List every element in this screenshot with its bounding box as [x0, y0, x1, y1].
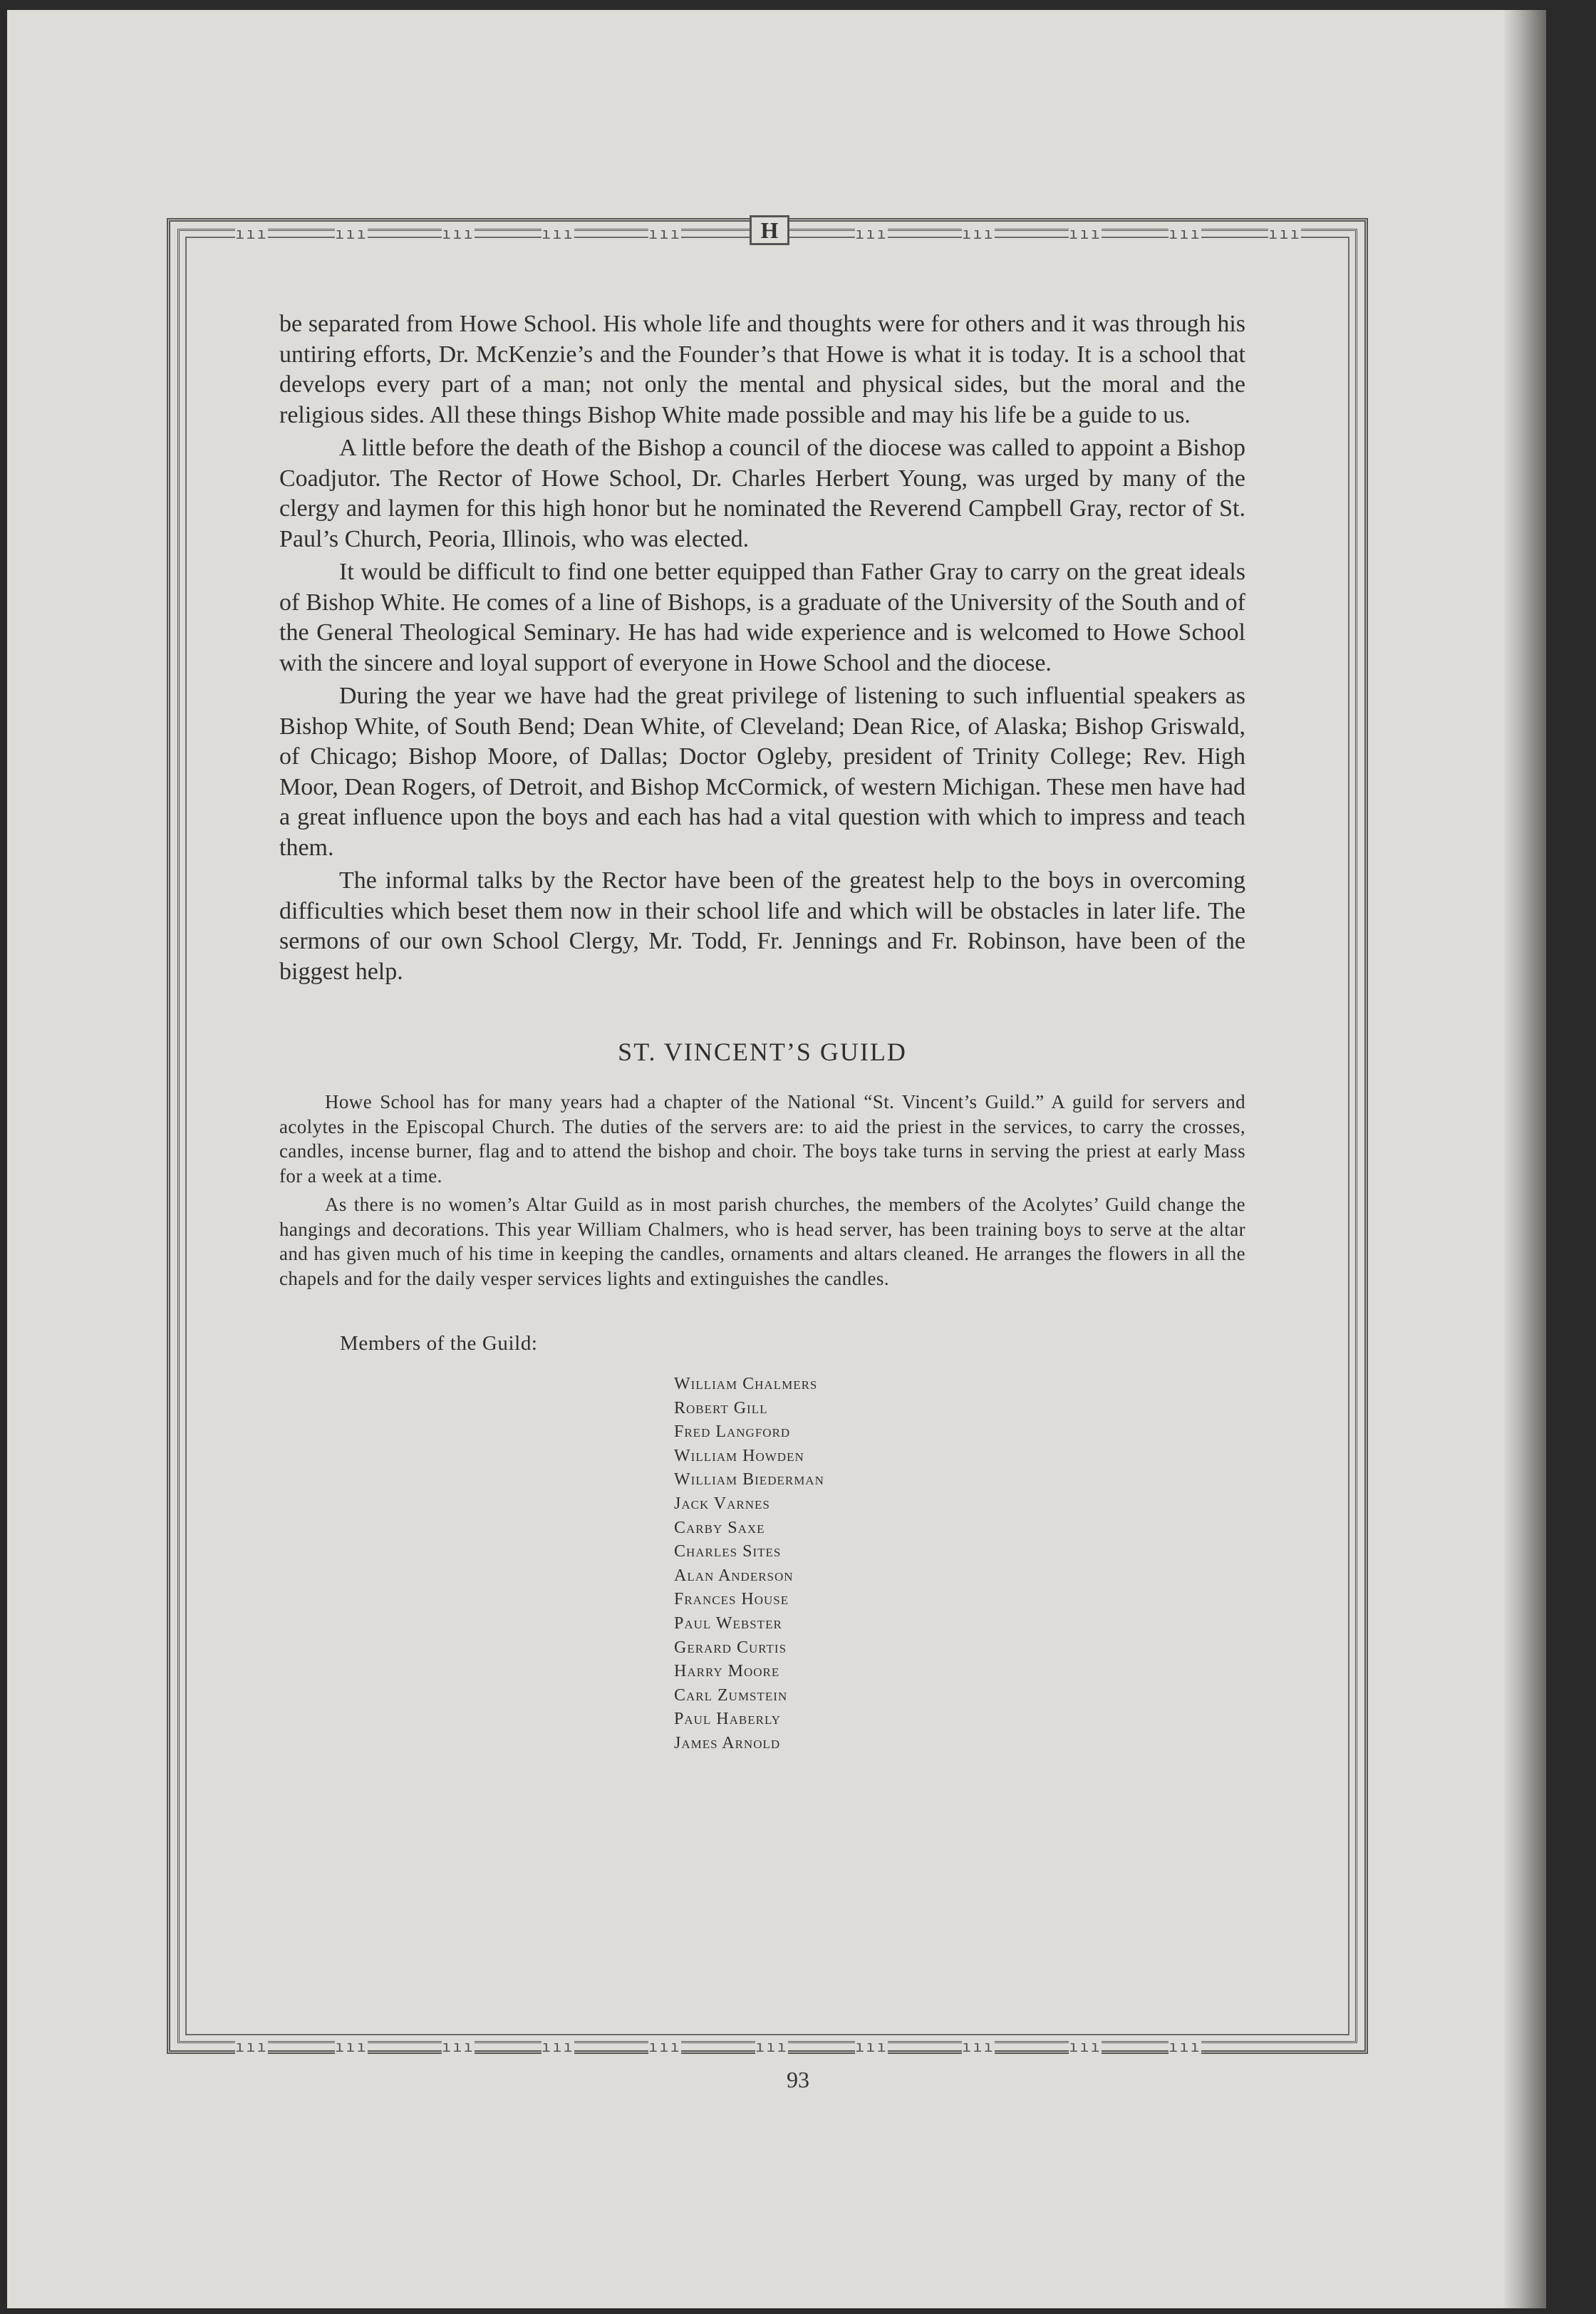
border-ornament: ııı	[855, 225, 888, 243]
body-paragraph: The informal talks by the Rector have been of the greatest help to the boys in overcoming difficulties which beset them now in their school life and which will be obstacles in later life. The sermons of our own School Clergy, Mr. Todd, Fr. Jennings and Fr. Robinson, have been of the biggest help.	[279, 867, 1245, 985]
emblem-letter: H	[760, 217, 779, 243]
border-ornament: ııı	[1168, 225, 1201, 243]
body-text	[279, 309, 1245, 987]
guild-paragraph: As there is no women’s Altar Guild as in most parish churches, the members of the Acolytes’ Guild change the hangings and decorations. This year William Chalmers, who is head server, has been training boys to serve at the altar and has given much of his time in keeping the candles, ornaments and altars cleaned. He arranges the flowers in all the chapels and for the daily vesper services lights and extinguishes the candles.	[279, 1194, 1245, 1289]
border-ornament: ııı	[755, 2038, 788, 2056]
member-name: Harry Moore	[674, 1662, 780, 1681]
guild-paragraph: Howe School has for many years had a chapter of the National “St. Vincent’s Guild.” A guild for servers and acolytes in the Episcopal Church. The duties of the servers are: to aid the priest in the services, to carry the crosses, candles, incense burner, flag and to attend the bishop and choir. The boys take turns in serving the priest at early Mass for a week at a time.	[279, 1091, 1245, 1187]
member-name: James Arnold	[674, 1733, 781, 1752]
border-ornament: ııı	[1069, 225, 1102, 243]
border-ornament: ııı	[542, 2038, 574, 2056]
body-paragraph: It would be difficult to find one better equipped than Father Gray to carry on the great ideals of Bishop White. He comes of a line of Bishops, is a graduate of the University of the South and of the General Theological Seminary. He has had wide experience and is welcomed to Howe School with the sincere and loyal support of everyone in Howe School and the diocese.	[279, 559, 1245, 676]
member-name: Frances House	[674, 1590, 789, 1609]
body-paragraph: be separated from Howe School. His whole life and thoughts were for others and it was through his untiring efforts, Dr. McKenzie’s and the Founder’s that Howe is what it is today. It is a school that develops every part of a man; not only the mental and physical sides, but the moral and the religious sides. All these things Bishop White made possible and may his life be a guide to us.	[279, 311, 1245, 428]
border-ornament: ııı	[1268, 225, 1301, 243]
member-name: Fred Langford	[674, 1422, 791, 1442]
member-name: Alan Anderson	[674, 1566, 794, 1585]
border-ornament: ııı	[962, 225, 995, 243]
border-ornament: ııı	[442, 2038, 475, 2056]
guild-text	[279, 1090, 1245, 1291]
border-ornament: ııı	[962, 2038, 995, 2056]
page-content	[279, 309, 1245, 1756]
border-ornament: ııı	[542, 225, 574, 243]
body-paragraph: A little before the death of the Bishop a council of the diocese was called to appoint a Bishop Coadjutor. The Rector of Howe School, Dr. Charles Herbert Young, was urged by many of the clergy and laymen for this high honor but he nominated the Reverend Campbell Gray, rector of St. Paul’s Church, Peoria, Illinois, who was elected.	[279, 435, 1245, 552]
page-number: 93	[787, 2067, 809, 2092]
border-ornament: ııı	[442, 225, 475, 243]
border-ornament: ııı	[235, 2038, 268, 2056]
member-name: Paul Webster	[674, 1613, 782, 1633]
member-name: William Chalmers	[674, 1375, 818, 1393]
member-name: Carl Zumstein	[674, 1685, 788, 1705]
book-spine-shadow	[1503, 10, 1546, 2308]
member-name: William Biederman	[674, 1470, 824, 1489]
members-list	[279, 1373, 1245, 1756]
member-name: William Howden	[674, 1446, 804, 1465]
member-name: Jack Varnes	[674, 1494, 770, 1513]
member-name: Gerard Curtis	[674, 1638, 787, 1657]
border-ornament: ııı	[235, 225, 268, 243]
border-ornament: ııı	[335, 225, 368, 243]
section-heading: ST. VINCENT’S GUILD	[618, 1038, 907, 1066]
border-ornament: ııı	[648, 225, 681, 243]
school-emblem-h	[750, 215, 789, 245]
border-ornament: ııı	[1168, 2038, 1201, 2056]
body-paragraph: During the year we have had the great privilege of listening to such influential speakers as Bishop White, of South Bend; Dean White, of Cleveland; Dean Rice, of Alaska; Bishop Griswald, of Chicago; Bishop Moore, of Dallas; Doctor Ogleby, president of Trinity College; Rev. High Moor, Dean Rogers, of Detroit, and Bishop McCormick, of western Michigan. These men have had a great influence upon the boys and each has had a vital question with which to impress and teach them.	[279, 683, 1245, 861]
border-ornament: ııı	[1069, 2038, 1102, 2056]
members-label: Members of the Guild:	[340, 1332, 538, 1355]
border-ornament: ııı	[855, 2038, 888, 2056]
member-name: Robert Gill	[674, 1398, 768, 1417]
member-name: Charles Sites	[674, 1542, 782, 1561]
member-name: Paul Haberly	[674, 1710, 781, 1729]
border-ornament: ııı	[335, 2038, 368, 2056]
border-ornament: ııı	[648, 2038, 681, 2056]
member-name: Carby Saxe	[674, 1518, 765, 1537]
